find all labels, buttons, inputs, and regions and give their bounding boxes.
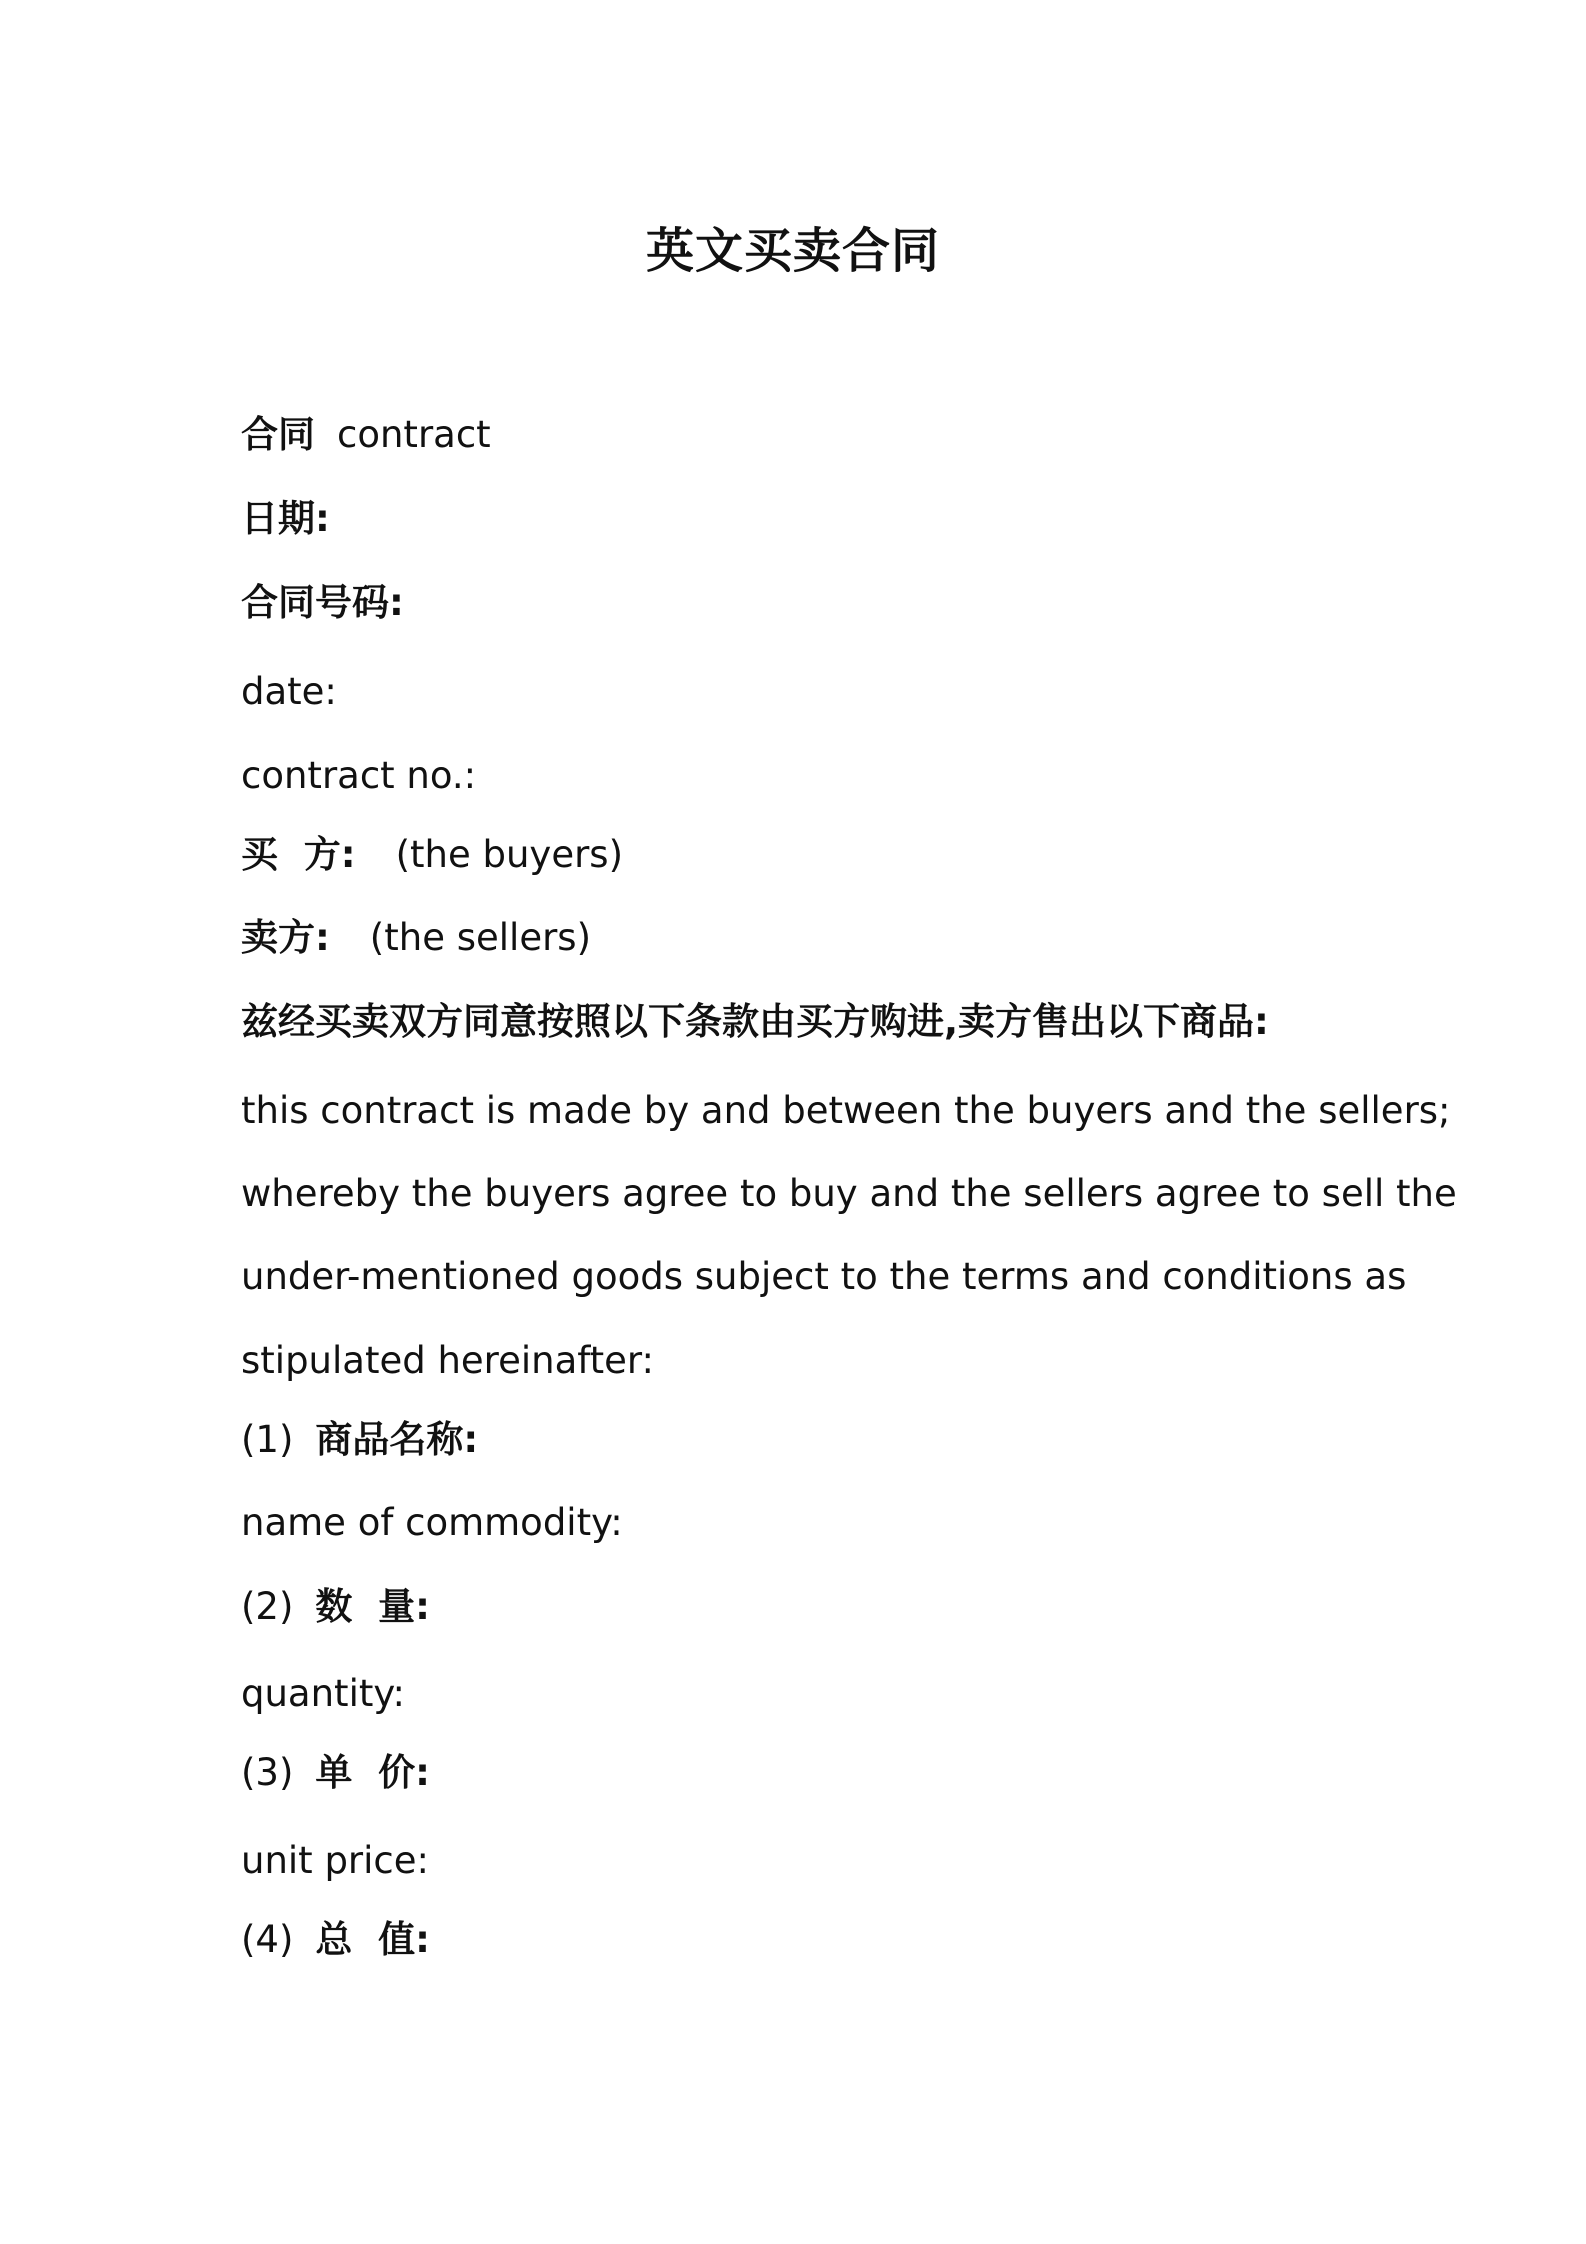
document-title: 英文买卖合同 bbox=[645, 223, 940, 279]
item-1-cn bbox=[241, 1418, 479, 1461]
item-2-cn bbox=[241, 1585, 430, 1628]
agreement-en-2 bbox=[241, 1172, 1457, 1215]
sellers-line bbox=[241, 916, 592, 959]
item-number: (2) bbox=[241, 1585, 294, 1628]
buyers-en-label: (the buyers) bbox=[395, 833, 624, 876]
agreement-en-4: stipulated hereinafter: bbox=[241, 1339, 654, 1382]
sellers-cn-label: 卖方: bbox=[241, 916, 330, 959]
item-number: (3) bbox=[241, 1751, 294, 1794]
item-label-cn: 数 量: bbox=[315, 1585, 430, 1628]
item-number: (4) bbox=[241, 1918, 294, 1961]
item-1-en: name of commodity: bbox=[241, 1501, 623, 1544]
agreement-en-3 bbox=[241, 1255, 1407, 1298]
agreement-en-3-text: under-mentioned goods subject to the terms and conditions as bbox=[241, 1255, 1407, 1298]
buyers-line bbox=[241, 833, 624, 876]
item-3-en: unit price: bbox=[241, 1839, 429, 1882]
agreement-en-2-text: whereby the buyers agree to buy and the sellers agree to sell the bbox=[241, 1172, 1457, 1215]
date-en-label: date: bbox=[241, 670, 337, 713]
date-cn-label: 日期: bbox=[241, 497, 330, 540]
item-2-en: quantity: bbox=[241, 1672, 406, 1715]
contract-heading bbox=[241, 413, 491, 456]
agreement-cn: 兹经买卖双方同意按照以下条款由买方购进,卖方售出以下商品: bbox=[241, 1000, 1269, 1043]
item-number: (1) bbox=[241, 1418, 294, 1461]
contract-heading-en: contract bbox=[337, 413, 491, 456]
contract-no-en-label: contract no.: bbox=[241, 754, 477, 797]
item-label-cn: 单 价: bbox=[315, 1751, 430, 1794]
agreement-en-1-text: this contract is made by and between the buyers and the sellers; bbox=[241, 1089, 1451, 1132]
item-label-cn: 总 值: bbox=[315, 1918, 430, 1961]
sellers-en-label: (the sellers) bbox=[369, 916, 592, 959]
item-4-cn bbox=[241, 1918, 430, 1961]
item-3-cn bbox=[241, 1751, 430, 1794]
contract-heading-cn: 合同 bbox=[241, 413, 315, 456]
contract-no-cn-label: 合同号码: bbox=[241, 581, 404, 624]
item-label-cn: 商品名称: bbox=[315, 1418, 479, 1461]
agreement-en-1 bbox=[241, 1089, 1451, 1132]
buyers-cn-label: 买 方: bbox=[241, 833, 356, 876]
